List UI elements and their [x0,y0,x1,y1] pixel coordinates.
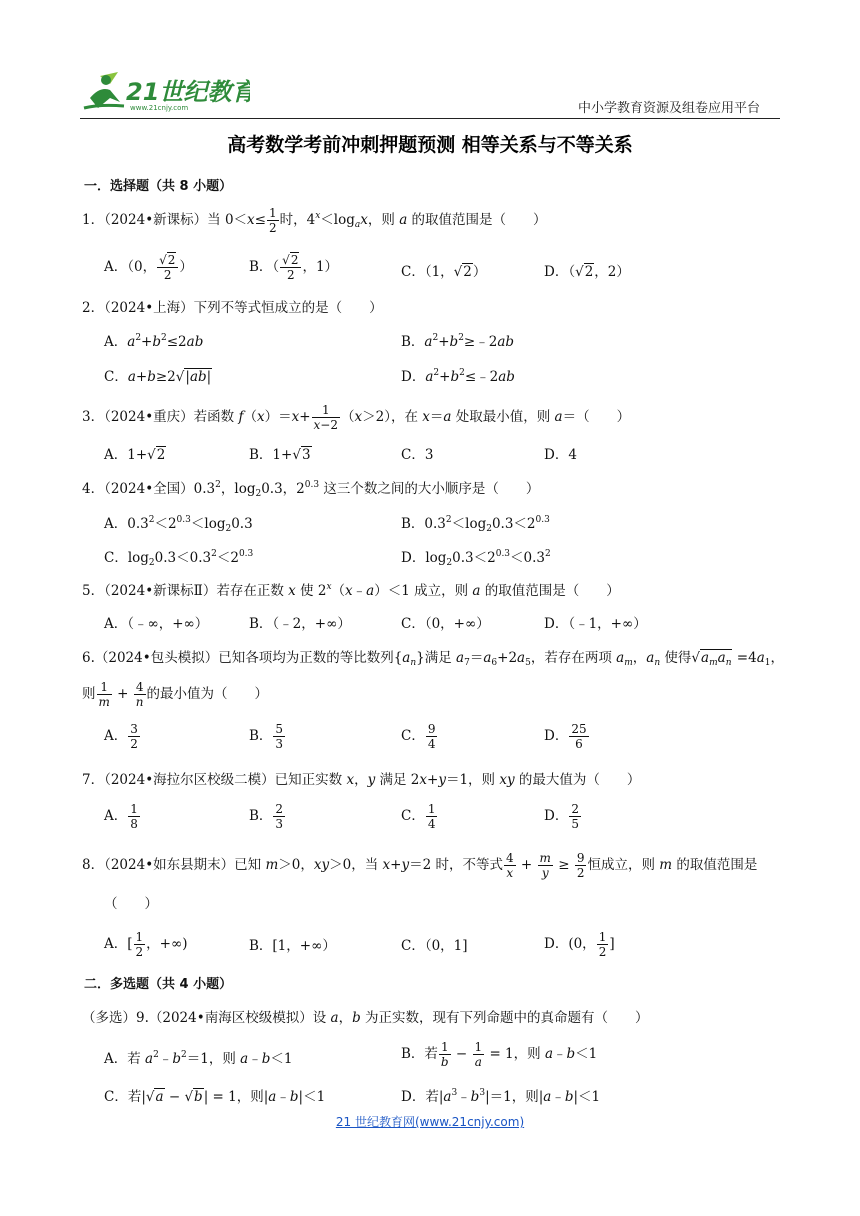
q9-option-d[interactable]: D．若$|a^3﹣b^3|=1$，则|a﹣b|＜1 [401,1088,601,1105]
question-3: 3．（2024•重庆）若函数 f（x）＝x+ $\frac{1}{x-2}$ （x＞2），在 x＝a 处取最小值，则 a＝（ ） [82,403,631,432]
q3-option-b[interactable]: B．1+√3 [249,447,311,463]
q8-option-c[interactable]: C．（0，1] [401,938,468,954]
svg-text:www.21cnjy.com: www.21cnjy.com [130,104,189,112]
runner-logo-icon [80,68,250,114]
question-8-paren: （ ） [104,896,158,912]
header-divider [80,118,780,119]
question-8: 8．（2024•如东县期末）已知 m＞0，xy＞0，当 x+y＝2 时，不等式 $\frac{4}{x}$ + $\frac{m}{y}$ ≥ $\frac{9}{2}$ 恒成立，则 m 的取值范围是 [82,851,758,880]
svg-text:21世纪教育: 21世纪教育 [126,78,250,106]
site-logo [80,68,250,114]
q8-option-d[interactable]: D．(0， $\frac{1}{2}$ ] [544,930,615,959]
q9-option-b[interactable]: B．若 $\frac{1}{b}$ − $\frac{1}{a}$ = 1，则 a﹣b＜1 [401,1040,598,1069]
q1-option-a[interactable]: A．（0， $\frac{√2}{2}$ ） [104,253,193,282]
q2-option-c[interactable]: C．a+b≥2√|ab| [104,369,212,385]
question-6: 6.（2024•包头模拟）已知各项均为正数的等比数列$\{a_n\}$满足 $a_7=a_6+2a_5$，若存在两项 $a_m$，$a_n$ 使得$√a_ma_n =4a_1$， [82,650,784,668]
q6-option-d[interactable]: D． $\frac{25}{6}$ [544,722,587,751]
section-heading-multi-choice: 二．多选题（共 4 小题） [84,977,233,992]
q5-option-a[interactable]: A．（﹣∞，+∞） [104,616,209,632]
question-6-cont: 则 $\frac{1}{m}$ + $\frac{4}{n}$ 的最小值为（ ） [82,680,269,709]
question-4: 4．（2024•全国）$0.3^2$，$\log_20.3$，$2^{0.3}$ 这三个数之间的大小顺序是（ ） [82,480,540,499]
q1-option-d[interactable]: D．（√2，2） [544,264,630,280]
q2-option-d[interactable]: D．$a^2+b^2\le﹣2ab$ [401,368,515,385]
question-5: 5．（2024•新课标Ⅱ）若存在正数 x 使 $2^x(x﹣a)<1$ 成立，则 a 的取值范围是（ ） [82,582,620,599]
page-title: 高考数学考前冲刺押题预测 相等关系与不等关系 [227,134,633,156]
q4-option-a[interactable]: A．$0.3^2<2^{0.3}<\log_20.3$ [104,515,253,534]
platform-name: 中小学教育资源及组卷应用平台 [578,101,761,116]
q7-option-a[interactable]: A． $\frac{1}{8}$ [104,802,138,831]
question-9: （多选）9.（2024•南海区校级模拟）设 a，b 为正实数，现有下列命题中的真命题有（ ） [82,1010,649,1026]
q3-option-d[interactable]: D．4 [544,447,577,463]
q4-option-c[interactable]: C．$\log_20.3<0.3^2<2^{0.3}$ [104,549,254,568]
q1-option-c[interactable]: C．（1，√2） [401,264,487,280]
question-7: 7．（2024•海拉尔区校级二模）已知正实数 x，y 满足 2x+y＝1，则 xy 的最大值为（ ） [82,772,641,788]
q8-option-b[interactable]: B．[1，+∞） [249,938,336,954]
q8-option-a[interactable]: A．[ $\frac{1}{2}$ ，+∞) [104,930,188,959]
question-1: 1．（2024•新课标）当 0＜x≤ $\frac{1}{2}$ 时，$4^x<\log_ax$，则 a 的取值范围是（ ） [82,206,547,235]
q1-option-b[interactable]: B．（ $\frac{√2}{2}$ ，1） [249,253,339,282]
q3-option-a[interactable]: A．1+√2 [104,447,166,463]
q2-option-b[interactable]: B．$a^2+b^2\ge﹣2ab$ [401,333,515,350]
q5-option-d[interactable]: D．（﹣1，+∞） [544,616,647,632]
question-2: 2．（2024•上海）下列不等式恒成立的是（ ） [82,300,383,316]
q2-option-a[interactable]: A．$a^2+b^2\le 2ab$ [104,333,204,350]
q7-option-c[interactable]: C． $\frac{1}{4}$ [401,802,436,831]
section-heading-single-choice: 一．选择题（共 8 小题） [84,179,233,194]
q5-option-c[interactable]: C．（0，+∞） [401,616,490,632]
q9-option-a[interactable]: A．若 $a^2﹣b^2=1$，则 a﹣b＜1 [104,1050,293,1067]
q5-option-b[interactable]: B．（﹣2，+∞） [249,616,351,632]
q6-option-a[interactable]: A． $\frac{3}{2}$ [104,722,138,751]
q9-option-c[interactable]: C．若|√a − √b| = 1，则|a﹣b|＜1 [104,1089,326,1105]
q7-option-d[interactable]: D． $\frac{2}{5}$ [544,802,579,831]
footer-link[interactable]: 21 世纪教育网(www.21cnjy.com) [335,1115,525,1129]
q7-option-b[interactable]: B． $\frac{2}{3}$ [249,802,284,831]
q4-option-b[interactable]: B．$0.3^2<\log_20.3<2^{0.3}$ [401,515,550,534]
q6-option-b[interactable]: B． $\frac{5}{3}$ [249,722,284,751]
q4-option-d[interactable]: D．$\log_20.3<2^{0.3}<0.3^2$ [401,549,551,568]
q3-option-c[interactable]: C．3 [401,447,434,463]
q6-option-c[interactable]: C． $\frac{9}{4}$ [401,722,436,751]
